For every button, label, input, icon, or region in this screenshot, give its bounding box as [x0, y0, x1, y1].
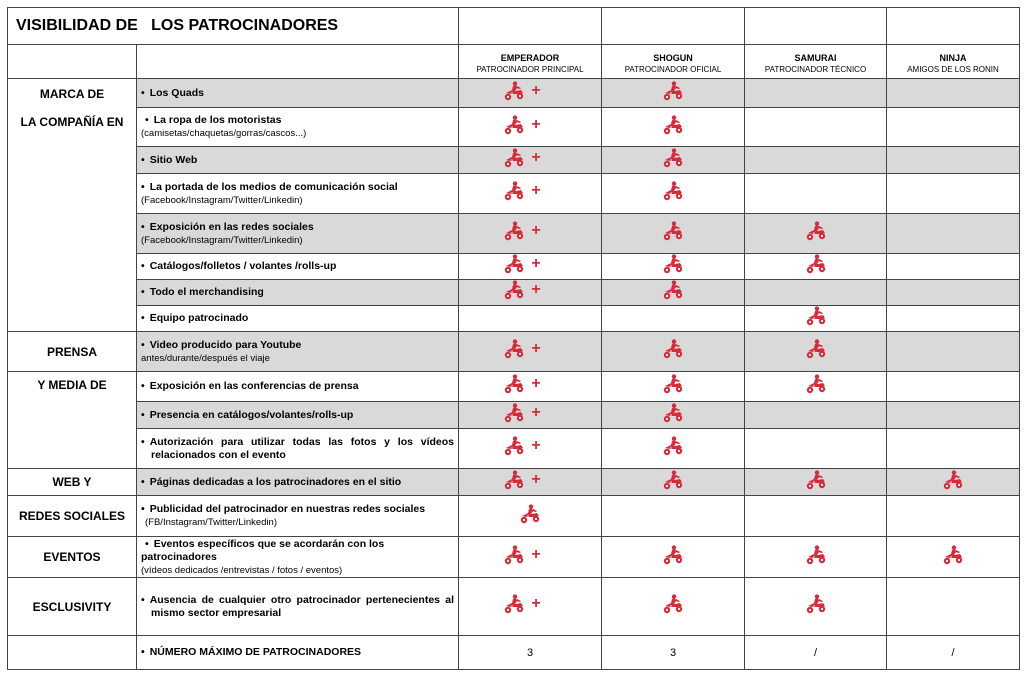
feature-label: • Catálogos/folletos / volantes /rolls-up [137, 254, 459, 280]
mark-cell [887, 147, 1020, 174]
mark-cell [602, 108, 745, 147]
motorcycle-rider-icon [662, 148, 684, 168]
mark-cell [602, 254, 745, 280]
table-row [8, 469, 1020, 496]
bullet: • [145, 114, 149, 126]
plus-icon: + [531, 222, 541, 239]
mark-cell [602, 372, 745, 402]
max-sponsors-shogun: 3 [602, 636, 745, 670]
category-marca: MARCA DE LA COMPAÑÍA EN [8, 79, 137, 332]
mark-cell [602, 332, 745, 372]
table-row [8, 254, 1020, 280]
motorcycle-rider-icon [662, 115, 684, 135]
motorcycle-rider-icon [519, 504, 541, 524]
plus-icon: + [531, 255, 541, 272]
motorcycle-rider-icon [805, 594, 827, 614]
motorcycle-rider-icon [662, 339, 684, 359]
motorcycle-rider-icon [805, 221, 827, 241]
category-prensa: PRENSA [8, 332, 137, 372]
motorcycle-rider-icon [503, 339, 525, 359]
table-row [8, 214, 1020, 254]
table-row [8, 332, 1020, 372]
category-web: WEB Y [8, 469, 137, 496]
max-sponsors-ninja: / [887, 636, 1020, 670]
bullet: • [145, 537, 149, 550]
table-row [8, 429, 1020, 469]
mark-cell [745, 332, 887, 372]
column-header-emperador: EMPERADOR PATROCINADOR PRINCIPAL [459, 45, 602, 79]
mark-cell [459, 537, 602, 578]
mark-cell [887, 578, 1020, 636]
mark-cell [887, 469, 1020, 496]
motorcycle-rider-icon [805, 254, 827, 274]
plus-icon: + [531, 281, 541, 298]
mark-cell [602, 469, 745, 496]
mark-cell [887, 174, 1020, 214]
motorcycle-rider-icon [662, 374, 684, 394]
bullet: • [141, 220, 145, 233]
mark-cell [459, 280, 602, 306]
mark-cell [602, 537, 745, 578]
bullet: • [141, 408, 145, 421]
table-row [8, 147, 1020, 174]
motorcycle-rider-icon [503, 221, 525, 241]
plus-icon: + [531, 340, 541, 357]
plus-icon: + [531, 182, 541, 199]
max-sponsors-emperador: 3 [459, 636, 602, 670]
mark-cell [887, 537, 1020, 578]
mark-cell [745, 429, 887, 469]
motorcycle-rider-icon [662, 81, 684, 101]
bullet: • [141, 180, 145, 193]
motorcycle-rider-icon [662, 254, 684, 274]
motorcycle-rider-icon [503, 81, 525, 101]
mark-cell [745, 280, 887, 306]
mark-cell [745, 254, 887, 280]
plus-icon: + [531, 148, 541, 166]
motorcycle-rider-icon [503, 470, 525, 490]
page-title: VISIBILIDAD DE LOS PATROCINADORES [8, 8, 459, 45]
mark-cell [887, 372, 1020, 402]
table-row [8, 537, 1020, 578]
mark-cell [887, 214, 1020, 254]
mark-cell [745, 496, 887, 537]
mark-cell [602, 578, 745, 636]
mark-cell [459, 469, 602, 496]
motorcycle-rider-icon [662, 181, 684, 201]
table-row [8, 280, 1020, 306]
motorcycle-rider-icon [805, 306, 827, 326]
mark-cell [459, 429, 602, 469]
motorcycle-rider-icon [662, 221, 684, 241]
bullet: • [141, 86, 145, 99]
mark-cell [602, 496, 745, 537]
feature-label: • Sitio Web [137, 147, 459, 174]
mark-cell [602, 429, 745, 469]
table-row [8, 306, 1020, 332]
mark-cell [887, 108, 1020, 147]
mark-cell [602, 402, 745, 429]
bullet: • [141, 503, 145, 515]
bullet: • [141, 260, 145, 272]
motorcycle-rider-icon [503, 254, 525, 274]
motorcycle-rider-icon [805, 545, 827, 565]
bullet: • [141, 286, 145, 298]
bullet: • [141, 153, 145, 166]
table-row [8, 174, 1020, 214]
mark-cell [887, 496, 1020, 537]
table-row [8, 79, 1020, 108]
mark-cell [602, 147, 745, 174]
feature-label: • Autorización para utilizar todas las fotos y los vídeos relacionados con el evento [137, 429, 459, 469]
mark-cell [459, 402, 602, 429]
motorcycle-rider-icon [503, 403, 525, 423]
bullet: • [141, 646, 145, 658]
mark-cell [745, 147, 887, 174]
mark-cell [459, 306, 602, 332]
feature-label: • NÚMERO MÁXIMO DE PATROCINADORES [137, 636, 459, 670]
feature-label: • Publicidad del patrocinador en nuestras redes sociales (FB/Instagram/Twitter/Linkedin) [137, 496, 459, 537]
motorcycle-rider-icon [662, 403, 684, 423]
plus-icon: + [531, 470, 541, 488]
feature-label: • Equipo patrocinado [137, 306, 459, 332]
mark-cell [459, 254, 602, 280]
motorcycle-rider-icon [942, 545, 964, 565]
mark-cell [459, 332, 602, 372]
motorcycle-rider-icon [942, 470, 964, 490]
mark-cell [602, 280, 745, 306]
feature-label: • Exposición en las redes sociales (Facebook/Instagram/Twitter/Linkedin) [137, 214, 459, 254]
plus-icon: + [531, 403, 541, 421]
motorcycle-rider-icon [805, 339, 827, 359]
motorcycle-rider-icon [503, 115, 525, 135]
plus-icon: + [531, 375, 541, 392]
mark-cell [602, 306, 745, 332]
mark-cell [459, 578, 602, 636]
column-header-samurai: SAMURAI PATROCINADOR TÉCNICO [745, 45, 887, 79]
mark-cell [602, 214, 745, 254]
mark-cell [745, 537, 887, 578]
motorcycle-rider-icon [662, 470, 684, 490]
mark-cell [887, 402, 1020, 429]
feature-label: • Eventos específicos que se acordarán con los patrocinadores (vídeos dedicados /entrevistas / fotos / eventos) [137, 537, 459, 578]
motorcycle-rider-icon [662, 436, 684, 456]
plus-icon: + [531, 545, 541, 563]
plus-icon: + [531, 115, 541, 133]
bullet: • [141, 380, 145, 392]
category-eventos: EVENTOS [8, 537, 137, 578]
plus-icon: + [531, 437, 541, 454]
mark-cell [887, 254, 1020, 280]
mark-cell [745, 79, 887, 108]
feature-label: • La ropa de los motoristas (camisetas/chaquetas/gorras/cascos...) [137, 108, 459, 147]
motorcycle-rider-icon [662, 280, 684, 300]
table-row [8, 496, 1020, 537]
feature-label: • Exposición en las conferencias de prensa [137, 372, 459, 402]
motorcycle-rider-icon [662, 594, 684, 614]
mark-cell [745, 578, 887, 636]
mark-cell [745, 108, 887, 147]
table-row [8, 372, 1020, 402]
mark-cell [459, 174, 602, 214]
bullet: • [141, 312, 145, 324]
motorcycle-rider-icon [662, 545, 684, 565]
plus-icon: + [531, 595, 541, 612]
motorcycle-rider-icon [503, 545, 525, 565]
table-row [8, 108, 1020, 147]
motorcycle-rider-icon [805, 470, 827, 490]
mark-cell [459, 372, 602, 402]
column-header-ninja: NINJA AMIGOS DE LOS RONIN [887, 45, 1020, 79]
mark-cell [745, 214, 887, 254]
motorcycle-rider-icon [503, 374, 525, 394]
table-row [8, 636, 1020, 670]
mark-cell [459, 496, 602, 537]
mark-cell [745, 469, 887, 496]
mark-cell [887, 332, 1020, 372]
table-row [8, 402, 1020, 429]
mark-cell [887, 429, 1020, 469]
mark-cell [745, 174, 887, 214]
mark-cell [887, 280, 1020, 306]
bullet: • [141, 475, 145, 488]
table-row [8, 578, 1020, 636]
mark-cell [887, 79, 1020, 108]
mark-cell [459, 147, 602, 174]
mark-cell [459, 214, 602, 254]
feature-label: • La portada de los medios de comunicación social (Facebook/Instagram/Twitter/Linkedin) [137, 174, 459, 214]
category-redes: REDES SOCIALES [8, 496, 137, 537]
mark-cell [602, 174, 745, 214]
mark-cell [602, 79, 745, 108]
feature-label: • Páginas dedicadas a los patrocinadores en el sitio [137, 469, 459, 496]
bullet: • [141, 338, 145, 351]
column-header-shogun: SHOGUN PATROCINADOR OFICIAL [602, 45, 745, 79]
motorcycle-rider-icon [503, 148, 525, 168]
category-esclusivity: ESCLUSIVITY [8, 578, 137, 636]
motorcycle-rider-icon [805, 374, 827, 394]
motorcycle-rider-icon [503, 181, 525, 201]
mark-cell [887, 306, 1020, 332]
mark-cell [459, 79, 602, 108]
motorcycle-rider-icon [503, 436, 525, 456]
mark-cell [745, 402, 887, 429]
sponsorship-table [7, 7, 1020, 670]
plus-icon: + [531, 81, 541, 99]
mark-cell [745, 372, 887, 402]
feature-label: • Los Quads [137, 79, 459, 108]
motorcycle-rider-icon [503, 594, 525, 614]
mark-cell [459, 108, 602, 147]
feature-label: • Video producido para Youtube antes/durante/después el viaje [137, 332, 459, 372]
motorcycle-rider-icon [503, 280, 525, 300]
feature-label: • Ausencia de cualquier otro patrocinador pertenecientes al mismo sector empresarial [137, 578, 459, 636]
category-media: Y MEDIA DE [8, 372, 137, 469]
feature-label: • Todo el merchandising [137, 280, 459, 306]
max-sponsors-samurai: / [745, 636, 887, 670]
feature-label: • Presencia en catálogos/volantes/rolls-up [137, 402, 459, 429]
bullet: • [141, 593, 145, 606]
mark-cell [745, 306, 887, 332]
bullet: • [141, 435, 145, 448]
